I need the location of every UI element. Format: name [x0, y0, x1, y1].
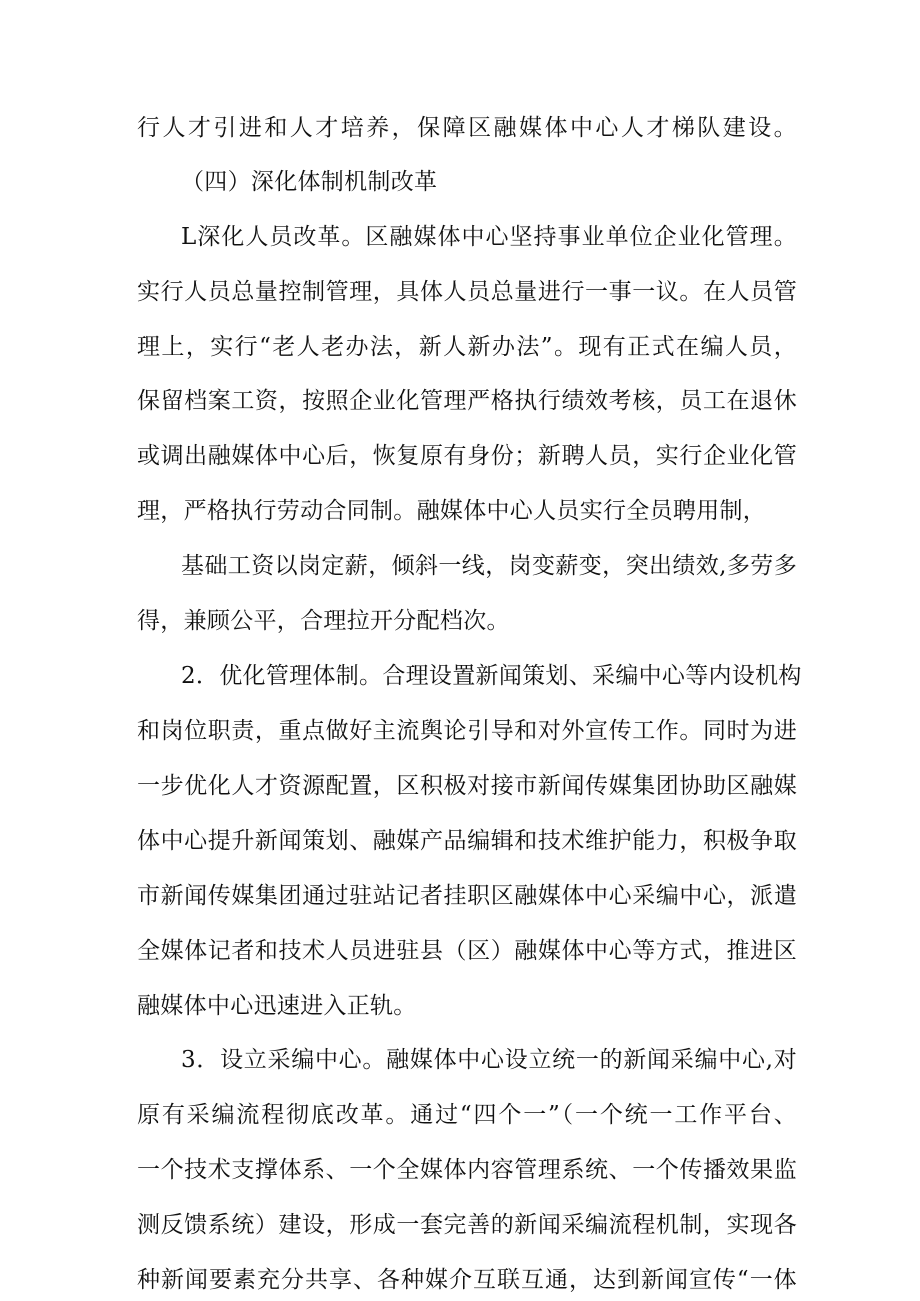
- paragraph-line: 一步优化人才资源配置，区积极对接市新闻传媒集团协助区融媒: [137, 773, 797, 799]
- paragraph-line: 融媒体中心迅速进入正轨。: [137, 993, 417, 1019]
- section-heading: （四）深化体制机制改革: [181, 169, 438, 195]
- paragraph-line: 或调出融媒体中心后，恢复原有身份；新聘人员，实行企业化管: [137, 443, 797, 469]
- paragraph-line: 市新闻传媒集团通过驻站记者挂职区融媒体中心采编中心，派遣: [137, 883, 797, 909]
- paragraph-line: 测反馈系统）建设，形成一套完善的新闻采编流程机制，实现各: [137, 1212, 797, 1238]
- paragraph-line: 全媒体记者和技术人员进驻县（区）融媒体中心等方式，推进区: [137, 938, 797, 964]
- paragraph-line: L深化人员改革。区融媒体中心坚持事业单位企业化管理。: [181, 224, 797, 250]
- paragraph-line: 原有采编流程彻底改革。通过“四个一”（一个统一工作平台、: [137, 1102, 797, 1128]
- paragraph-line: 理，严格执行劳动合同制。融媒体中心人员实行全员聘用制，: [137, 498, 767, 524]
- paragraph-line: 基础工资以岗定薪，倾斜一线，岗变薪变，突出绩效,多劳多: [181, 553, 797, 579]
- paragraph-line: 得，兼顾公平，合理拉开分配档次。: [137, 608, 510, 634]
- paragraph-line: 理上，实行“老人老办法，新人新办法”。现有正式在编人员，: [137, 334, 797, 360]
- paragraph-line: 行人才引进和人才培养，保障区融媒体中心人才梯队建设。: [137, 115, 797, 141]
- paragraph-line: 实行人员总量控制管理，具体人员总量进行一事一议。在人员管: [137, 279, 797, 305]
- paragraph-line: 和岗位职责，重点做好主流舆论引导和对外宣传工作。同时为进: [137, 718, 797, 744]
- paragraph-line: 3．设立采编中心。融媒体中心设立统一的新闻采编中心,对: [181, 1047, 797, 1073]
- paragraph-line: 体中心提升新闻策划、融媒产品编辑和技术维护能力，积极争取: [137, 828, 797, 854]
- paragraph-line: 保留档案工资，按照企业化管理严格执行绩效考核，员工在退休: [137, 388, 797, 414]
- paragraph-line: 一个技术支撑体系、一个全媒体内容管理系统、一个传播效果监: [137, 1157, 797, 1183]
- paragraph-line: 2．优化管理体制。合理设置新闻策划、采编中心等内设机构: [181, 663, 802, 689]
- paragraph-line: 种新闻要素充分共享、各种媒介互联互通，达到新闻宣传“一体: [137, 1267, 797, 1293]
